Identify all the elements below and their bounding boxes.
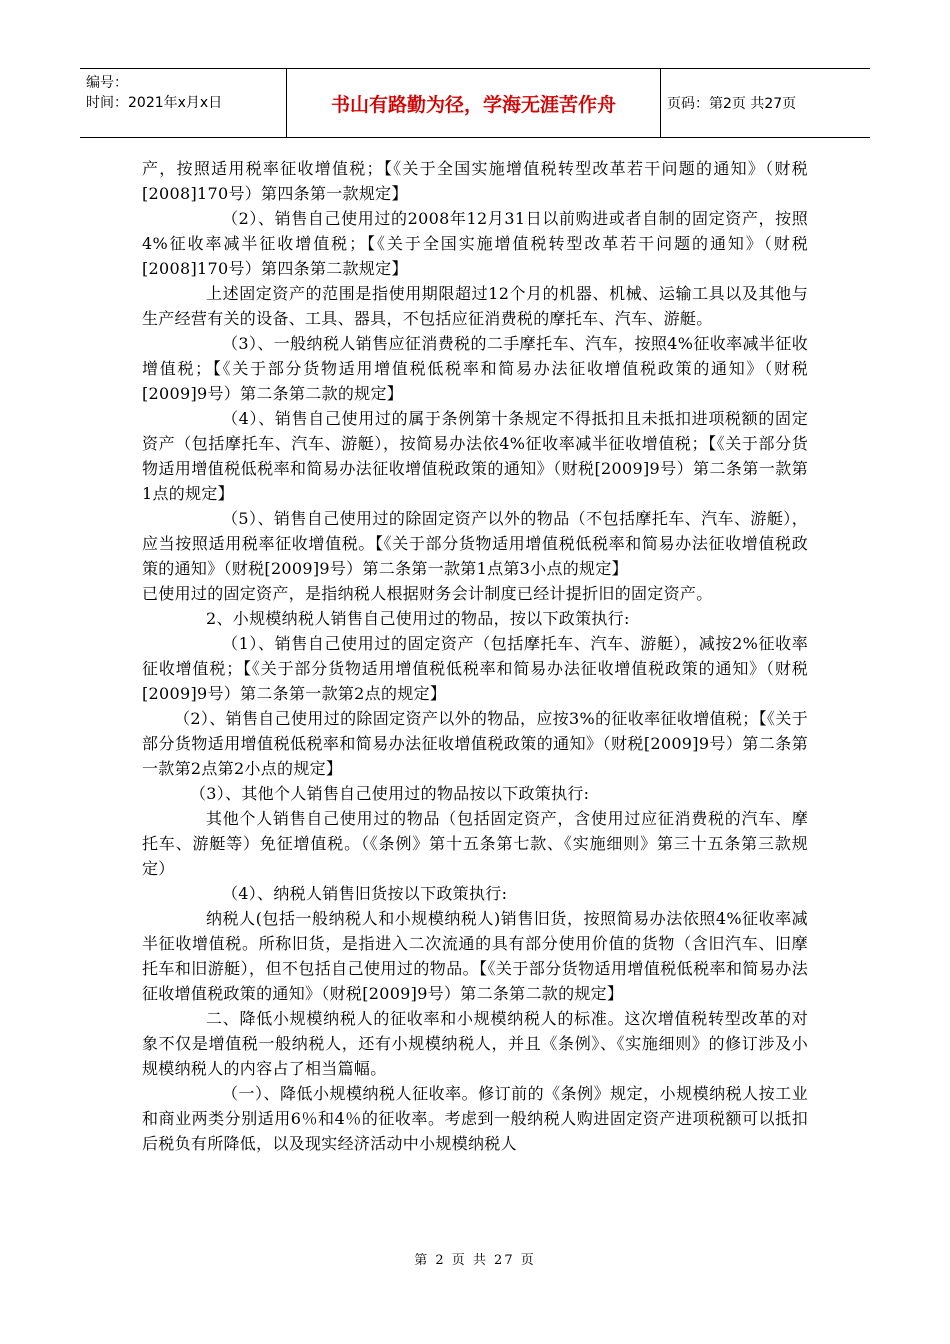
document-number-label: 编号： (86, 75, 128, 91)
paragraph: 二、降低小规模纳税人的征收率和小规模纳税人的标准。这次增值税转型改革的对象不仅是增值税一般纳税人，还有小规模纳税人，并且《条例》、《实施细则》的修订涉及小规模纳税人的内容占了相当篇幅。 (142, 1009, 808, 1078)
document-body (142, 156, 808, 1156)
paragraph: （一）、降低小规模纳税人征收率。修订前的《条例》规定，小规模纳税人按工业和商业两类分别适用6％和4％的征收率。考虑到一般纳税人购进固定资产进项税额可以抵扣后税负有所降低，以及现实经济活动中小规模纳税人 (142, 1084, 808, 1153)
header-page-info: 页码：第2页 共27页 (667, 96, 797, 112)
paragraph: 纳税人(包括一般纳税人和小规模纳税人)销售旧货，按照简易办法依照4%征收率减半征收增值税。所称旧货，是指进入二次流通的具有部分使用价值的货物（含旧汽车、旧摩托车和旧游艇），但不包括自己使用过的物品。【《关于部分货物适用增值税低税率和简易办法征收增值税政策的通知》（财税[2009]9号）第二条第二款的规定】 (142, 909, 808, 1003)
paragraph: 上述固定资产的范围是指使用期限超过12个月的机器、机械、运输工具以及其他与生产经营有关的设备、工具、器具，不包括应征消费税的摩托车、汽车、游艇。 (142, 284, 808, 328)
paragraph: 产，按照适用税率征收增值税；【《关于全国实施增值税转型改革若干问题的通知》（财税[2008]170号）第四条第一款规定】 (142, 159, 808, 203)
paragraph: （2）、销售自己使用过的除固定资产以外的物品，应按3%的征收率征收增值税；【《关于部分货物适用增值税低税率和简易办法征收增值税政策的通知》（财税[2009]9号）第二条第一款第2点第2小点的规定】 (142, 709, 808, 778)
paragraph: （3）、其他个人销售自己使用过的物品按以下政策执行: (190, 784, 590, 803)
paragraph: （1）、销售自己使用过的固定资产（包括摩托车、汽车、游艇），减按2%征收率征收增值税；【《关于部分货物适用增值税低税率和简易办法征收增值税政策的通知》（财税[2009]9号）第二条第一款第2点的规定】 (142, 634, 808, 703)
document-time-label: 时间：2021年x月x日 (86, 95, 223, 111)
paragraph: 2、小规模纳税人销售自己使用过的物品，按以下政策执行: (206, 609, 630, 628)
paragraph: （3）、一般纳税人销售应征消费税的二手摩托车、汽车，按照4%征收率减半征收增值税；【《关于部分货物适用增值税低税率和简易办法征收增值税政策的通知》（财税[2009]9号）第二条第二款的规定】 (142, 334, 808, 403)
header-meta (86, 73, 286, 113)
paragraph: （5）、销售自己使用过的除固定资产以外的物品（不包括摩托车、汽车、游艇），应当按照适用税率征收增值税。【《关于部分货物适用增值税低税率和简易办法征收增值税政策的通知》（财税[2009]9号）第二条第一款第1点第3小点的规定】 (142, 509, 808, 578)
paragraph: 其他个人销售自己使用过的物品（包括固定资产，含使用过应征消费税的汽车、摩托车、游艇等）免征增值税。（《条例》第十五条第七款、《实施细则》第三十五条第三款规定） (142, 809, 808, 878)
paragraph: （4）、纳税人销售旧货按以下政策执行: (222, 884, 508, 903)
paragraph: （2）、销售自己使用过的2008年12月31日以前购进或者自制的固定资产，按照4%征收率减半征收增值税；【《关于全国实施增值税转型改革若干问题的通知》（财税[2008]170号）第四条第二款规定】 (142, 209, 808, 278)
paragraph: 已使用过的固定资产，是指纳税人根据财务会计制度已经计提折旧的固定资产。 (142, 584, 713, 603)
page-header (80, 68, 870, 138)
header-motto: 书山有路勤为径，学海无涯苦作舟 (330, 93, 616, 116)
page-footer: 第 2 页 共 27 页 (414, 1253, 536, 1268)
paragraph: （4）、销售自己使用过的属于条例第十条规定不得抵扣且未抵扣进项税额的固定资产（包括摩托车、汽车、游艇），按简易办法依4%征收率减半征收增值税；【《关于部分货物适用增值税低税率和简易办法征收增值税政策的通知》（财税[2009]9号）第二条第一款第1点的规定】 (142, 409, 808, 503)
